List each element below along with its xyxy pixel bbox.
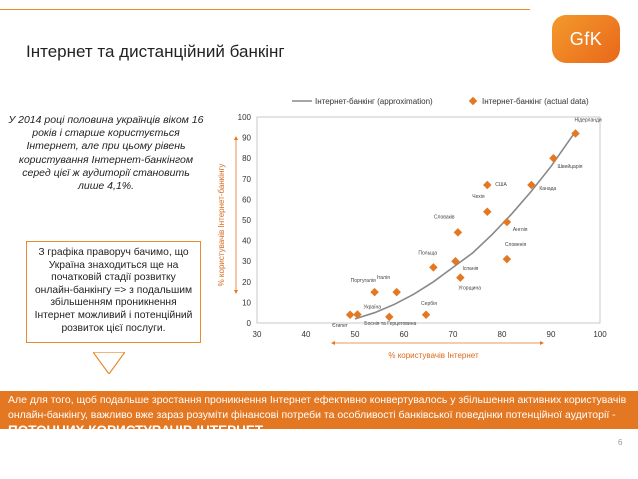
logo-text: GfK bbox=[569, 28, 603, 49]
data-point-label: Словенія bbox=[504, 242, 527, 249]
data-point-label: Сербія bbox=[421, 300, 437, 307]
data-point-label: Боснія та Герцеговина bbox=[364, 320, 417, 327]
y-tick-label: 70 bbox=[242, 174, 251, 184]
x-tick-label: 60 bbox=[399, 330, 409, 339]
data-point-label: Канада bbox=[539, 185, 557, 192]
x-guide-arrow-left bbox=[331, 341, 335, 345]
y-tick-label: 0 bbox=[246, 319, 251, 328]
y-tick-label: 60 bbox=[242, 195, 251, 205]
conclusion-end: . bbox=[263, 426, 267, 438]
y-tick-label: 40 bbox=[242, 236, 251, 246]
x-tick-label: 100 bbox=[593, 330, 607, 339]
x-tick-label: 40 bbox=[301, 330, 311, 339]
data-point-label: Польща bbox=[418, 250, 438, 257]
y-guide-arrow-bottom bbox=[234, 290, 238, 294]
x-axis-title: % користувачів Інтернет bbox=[388, 351, 479, 360]
data-point-label: Україна bbox=[363, 304, 382, 311]
data-point-marker bbox=[503, 218, 511, 226]
y-axis-title: % користувачів Інтернет-банкінгу bbox=[217, 163, 226, 287]
x-tick-label: 50 bbox=[350, 330, 360, 339]
legend-label-approximation: Інтернет-банкінг (approximation) bbox=[315, 97, 433, 106]
x-tick-label: 30 bbox=[252, 330, 262, 339]
conclusion-emphasis: ПОТОЧНИХ КОРИСТУВАЧІВ ІНТЕРНЕТ bbox=[8, 423, 264, 438]
data-point-marker bbox=[503, 255, 511, 263]
y-guide-arrow-top bbox=[234, 136, 238, 140]
page-title: Інтернет та дистанційний банкінг bbox=[26, 42, 285, 61]
y-tick-label: 50 bbox=[242, 216, 251, 225]
data-point-marker bbox=[385, 313, 393, 321]
data-point-marker bbox=[392, 288, 400, 296]
data-point-label: Угорщина bbox=[458, 285, 482, 292]
x-tick-label: 70 bbox=[448, 330, 458, 339]
legend-swatch-actual bbox=[469, 97, 477, 105]
data-point-marker bbox=[454, 228, 462, 236]
conclusion-body: Але для того, щоб подальше зростання проникнення Інтернет ефективно конвертувалось у збільшення активних користувачів онлайн-банкінгу, важливо вже зараз розуміти фінансові потреби та особливості банківської поведінки потенційної аудиторії - bbox=[8, 394, 627, 421]
y-tick-label: 100 bbox=[237, 113, 251, 122]
data-points bbox=[332, 117, 602, 328]
data-point-label: Чехія bbox=[472, 193, 485, 200]
y-tick-label: 20 bbox=[242, 277, 251, 287]
summary-text: У 2014 році половина українців віком 16 років і старше користується Інтернет, але при цьому рівень користування Інтернет-банкінгом серед цієї ж аудиторії становить лише 4,1%. bbox=[8, 114, 204, 193]
data-point-marker bbox=[483, 181, 491, 189]
data-point-marker bbox=[456, 273, 464, 281]
data-point-label: Португалія bbox=[350, 278, 376, 285]
data-point-label: Англія bbox=[512, 227, 528, 234]
data-point-label: Єгипет bbox=[332, 322, 348, 329]
data-point-label: Швейцарія bbox=[557, 164, 583, 171]
y-tick-label: 10 bbox=[242, 298, 251, 308]
data-point-label: Італія bbox=[376, 275, 390, 282]
x-tick-label: 80 bbox=[497, 330, 507, 339]
data-point-marker bbox=[483, 208, 491, 216]
callout-box: З графіка праворуч бачимо, що Україна знаходиться ще на початковій стадії розвитку онлайн-банкінгу => з подальшим збільшенням проникнення Інтернет можливий і потенційний розвиток цієї послуги. bbox=[26, 241, 201, 343]
plot-frame bbox=[257, 117, 600, 323]
chart-legend bbox=[292, 97, 589, 106]
y-tick-label: 90 bbox=[242, 133, 251, 143]
y-tick-label: 80 bbox=[242, 154, 251, 164]
x-tick-label: 90 bbox=[546, 330, 556, 339]
data-point-marker bbox=[549, 154, 557, 162]
y-tick-label: 30 bbox=[242, 257, 251, 267]
x-guide-arrow-right bbox=[540, 341, 544, 345]
conclusion-text bbox=[8, 393, 630, 440]
page-number: 6 bbox=[618, 438, 623, 447]
data-point-marker bbox=[429, 263, 437, 271]
data-point-marker bbox=[370, 288, 378, 296]
data-point-marker bbox=[422, 311, 430, 319]
data-point-label: Словаків bbox=[433, 214, 455, 221]
data-point-label: Іспанія bbox=[462, 266, 479, 273]
data-point-label: США bbox=[495, 181, 507, 188]
data-point-label: Нідерланди bbox=[574, 117, 602, 124]
data-point-marker bbox=[346, 311, 354, 319]
legend-label-actual: Інтернет-банкінг (actual data) bbox=[482, 97, 589, 106]
